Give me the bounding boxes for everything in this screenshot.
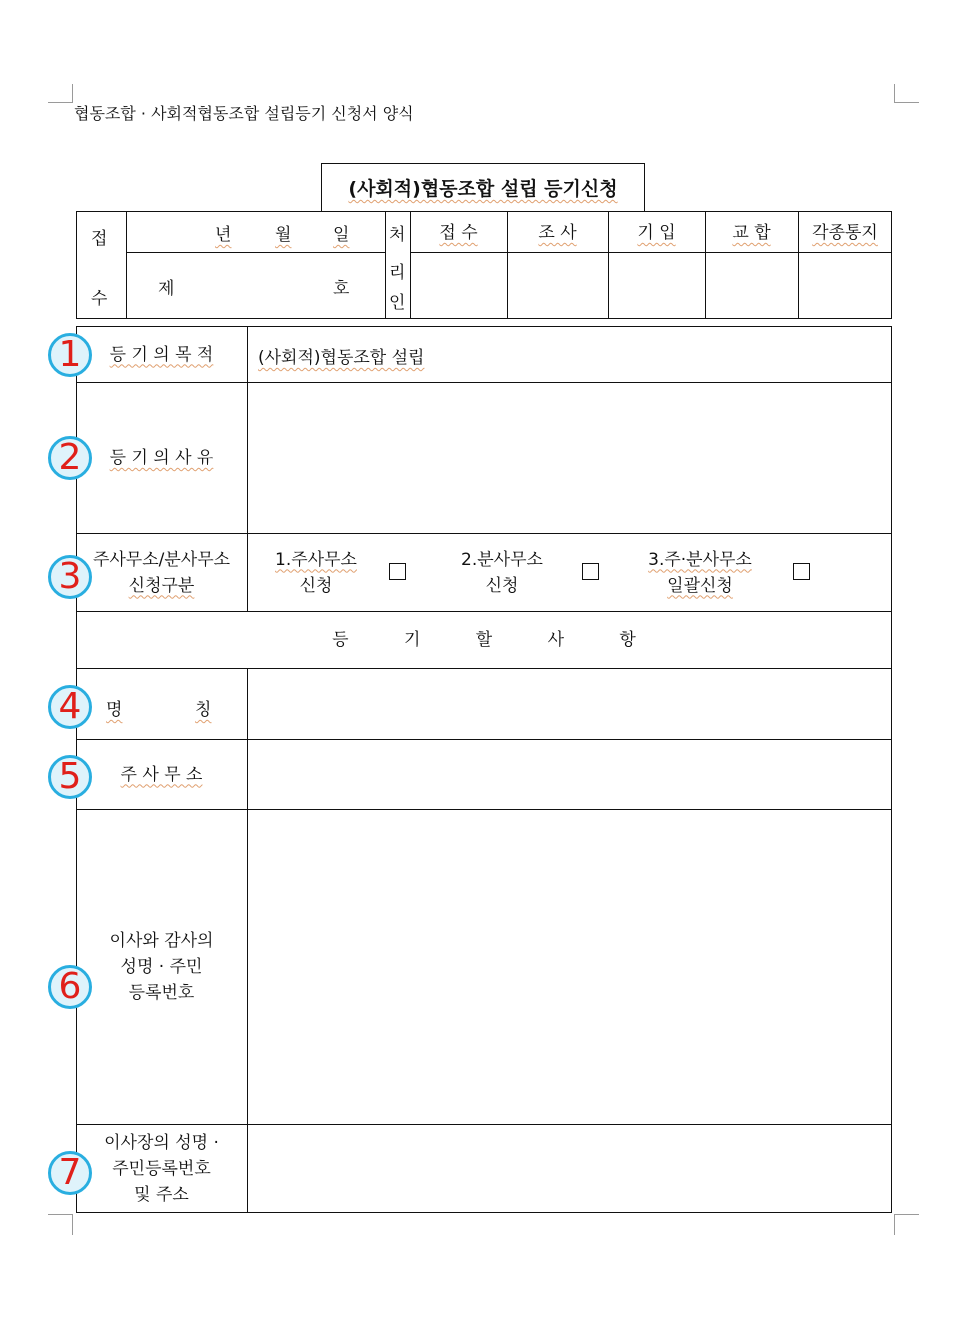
crop-mark-bottom-right [894, 1214, 919, 1235]
directors-field[interactable] [249, 811, 890, 1123]
reception-label-bottom: 수 [91, 289, 108, 309]
checkbox-branch-office[interactable] [582, 563, 599, 580]
reception-divider [126, 252, 385, 253]
reason-field[interactable] [249, 384, 890, 532]
annotation-badge-4: 4 [48, 685, 92, 729]
office-type-label: 주사무소/분사무소 신청구분 [92, 549, 231, 596]
name-label-part2: 칭 [195, 700, 212, 720]
reception-divider [126, 211, 127, 319]
main-office-field[interactable] [249, 741, 890, 808]
reception-label-top: 접 [91, 229, 108, 249]
process-label-2: 리 [389, 263, 406, 283]
name-label-part1: 명 [106, 700, 123, 720]
annotation-badge-1: 1 [48, 333, 92, 377]
reception-divider [385, 211, 386, 319]
reason-label: 등 기 의 사 유 [109, 448, 214, 468]
column-header: 교 합 [732, 223, 771, 243]
column-header: 기 입 [637, 223, 676, 243]
annotation-badge-3: 3 [48, 555, 92, 599]
directors-label: 이사와 감사의 성명 · 주민 등록번호 [109, 931, 214, 1003]
main-office-label: 주 사 무 소 [120, 764, 203, 785]
chairperson-field[interactable] [249, 1126, 890, 1212]
document-header: 협동조합 · 사회적협동조합 설립등기 신청서 양식 [74, 104, 414, 123]
date-month-label: 월 [275, 225, 292, 245]
name-field[interactable] [249, 670, 890, 738]
process-label-1: 처 [389, 225, 406, 245]
process-label-3: 인 [389, 293, 406, 313]
option-main-office: 1.주사무소 신청 [275, 549, 357, 596]
purpose-value[interactable]: (사회적)협동조합 설립 [258, 348, 425, 368]
option-combined-office: 3.주·분사무소 일괄신청 [648, 549, 752, 596]
crop-mark-bottom-left [48, 1214, 73, 1235]
row-divider [76, 668, 892, 669]
number-prefix-label: 제 [158, 279, 175, 299]
annotation-badge-7: 7 [48, 1151, 92, 1195]
chairperson-label: 이사장의 성명 · 주민등록번호 및 주소 [104, 1133, 219, 1205]
crop-mark-top-left [48, 84, 73, 103]
checkbox-main-office[interactable] [389, 563, 406, 580]
form-title [321, 163, 645, 211]
column-header: 조 사 [538, 223, 577, 243]
form-title-text: (사회적)협동조합 설립 등기신청 [348, 178, 618, 200]
option-branch-office: 2.분사무소 신청 [461, 549, 543, 596]
purpose-label: 등 기 의 목 적 [109, 344, 214, 365]
registration-items-heading: 등 기 할 사 항 [332, 630, 636, 650]
checkbox-combined-office[interactable] [793, 563, 810, 580]
column-header: 각종통지 [812, 223, 878, 243]
label-column-divider [247, 669, 248, 1213]
annotation-badge-6: 6 [48, 965, 92, 1009]
crop-mark-top-right [894, 84, 919, 103]
label-column-divider [247, 326, 248, 612]
number-suffix-label: 호 [333, 279, 350, 299]
column-header: 접 수 [439, 223, 478, 243]
date-day-label: 일 [333, 225, 350, 245]
annotation-badge-2: 2 [48, 436, 92, 480]
reception-divider [410, 252, 892, 253]
annotation-badge-5: 5 [48, 755, 92, 799]
date-year-label: 년 [215, 225, 232, 245]
